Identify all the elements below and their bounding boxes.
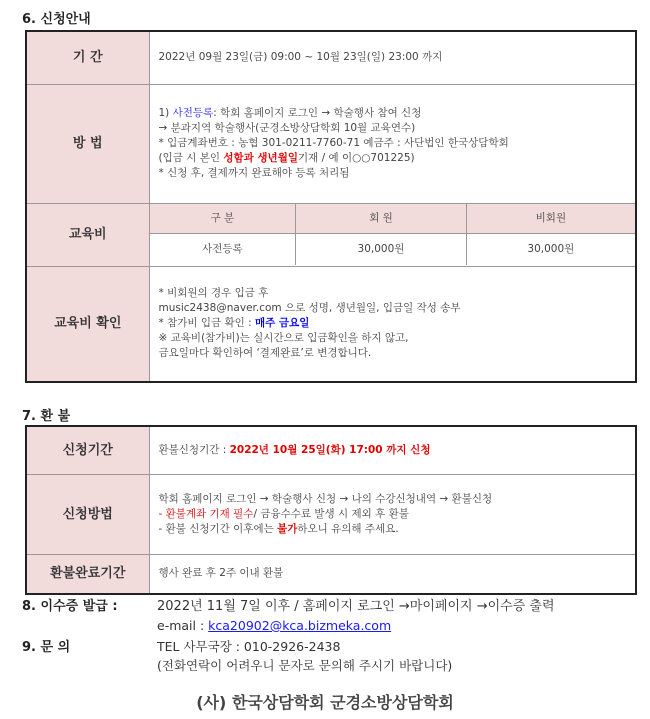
method-line-1-prefix: 1) <box>158 107 173 119</box>
fee-table-header-row <box>150 204 636 233</box>
fee-check-content <box>149 266 636 382</box>
refund-info-table <box>25 425 637 595</box>
method-line-2: → 분과지역 학술행사(군경소방상담학회 10월 교육연수) <box>158 122 416 134</box>
fee-member-value: 30,000원 <box>296 233 467 265</box>
fee-nonmember-value: 30,000원 <box>466 233 635 265</box>
method-row <box>26 84 636 203</box>
refund-method-line-3 <box>159 522 636 537</box>
fee-check-row <box>26 266 636 382</box>
refund-apply-period-content <box>149 426 636 474</box>
refund-period-prefix: 환불신청기간 : <box>158 443 230 456</box>
refund-method-content <box>149 474 636 554</box>
refund-method-row <box>26 474 636 554</box>
refund-method-line-2 <box>159 507 636 522</box>
every-friday-highlight: 매주 금요일 <box>254 317 310 330</box>
fee-check-line-3-prefix: * 참가비 입금 확인 : <box>158 317 255 330</box>
name-birth-highlight: 성함과 생년월일 <box>223 152 298 164</box>
section-6-title: 6. 신청안내 <box>22 12 91 27</box>
fee-check-line-2: music2438@naver.com 으로 성명, 생년월일, 입금일 작성 송부 <box>158 302 461 315</box>
refund-complete-header: 환불완료기간 <box>26 554 149 594</box>
fee-row <box>26 203 636 266</box>
refund-account-highlight: - 환불계좌 기재 필수 <box>158 507 254 520</box>
refund-apply-period-header: 신청기간 <box>26 426 149 474</box>
refund-method-line-3-prefix: - 환불 신청기간 이후에는 <box>158 522 278 535</box>
inquiry-section <box>22 618 632 678</box>
fee-check-line-1: * 비회원의 경우 입금 후 <box>158 287 269 300</box>
refund-complete-row <box>26 554 636 594</box>
refund-deadline-highlight: 2022년 10월 25일(화) 17:00 까지 신청 <box>229 443 431 456</box>
fee-cell <box>149 203 636 266</box>
method-line-3: * 입금계좌번호 : 농협 301-0211-7760-71 예금주 : 사단법인 한국상담학회 <box>158 137 509 149</box>
method-line-1 <box>159 106 636 121</box>
refund-method-line-2-rest: / 금융수수료 발생 시 제외 후 환불 <box>253 507 409 520</box>
fee-col-nonmember: 비회원 <box>466 204 635 233</box>
period-row <box>26 31 636 84</box>
method-header: 방 법 <box>26 84 149 203</box>
refund-complete-text: 행사 완료 후 2주 이내 환불 <box>149 554 636 594</box>
fee-check-line-4: ※ 교육비(참가비)는 실시간으로 입금확인을 하지 않고, <box>158 332 409 345</box>
refund-method-header: 신청방법 <box>26 474 149 554</box>
not-possible-highlight: 불가 <box>277 522 298 535</box>
method-line-5: * 신청 후, 결제까지 완료해야 등록 처리됨 <box>158 167 350 179</box>
fee-header: 교육비 <box>26 203 149 266</box>
email-prefix: e-mail : <box>157 618 209 633</box>
fee-check-header: 교육비 확인 <box>26 266 149 382</box>
email-link[interactable]: kca20902@kca.bizmeka.com <box>208 618 392 633</box>
refund-method-line-3-rest: 하오니 유의해 주세요. <box>297 522 399 535</box>
certificate-label: 8. 이수증 발급 : <box>22 599 118 614</box>
fee-category-value: 사전등록 <box>150 233 296 265</box>
fee-col-member: 회 원 <box>296 204 467 233</box>
refund-apply-period-row <box>26 426 636 474</box>
certificate-text: 2022년 11월 7일 이후 / 홈페이지 로그인 →마이페이지 →이수증 출력 <box>157 599 555 614</box>
method-line-4-rest: 기재 / 예 이○○701225) <box>297 152 415 164</box>
application-info-table <box>25 30 637 383</box>
method-line-1-rest: : 학회 홈페이지 로그인 → 학술행사 참여 신청 <box>213 107 422 119</box>
refund-method-line-1: 학회 홈페이지 로그인 → 학술행사 신청 → 나의 수강신청내역 → 환불신청 <box>158 492 493 505</box>
organization-footer: (사) 한국상담학회 군경소방상담학회 <box>196 693 454 712</box>
period-text: 2022년 09월 23일(금) 09:00 ~ 10월 23일(일) 23:00 까지 <box>149 31 636 84</box>
pre-registration-highlight: 사전등록 <box>172 107 214 119</box>
fee-table-row <box>150 233 636 265</box>
inquiry-tel: TEL 사무국장 : 010-2926-2438 <box>157 639 341 654</box>
method-line-4 <box>159 151 636 166</box>
inquiry-email-row <box>157 618 391 633</box>
section-7-title: 7. 환 불 <box>22 409 71 424</box>
method-content <box>149 84 636 203</box>
fee-col-category: 구 분 <box>150 204 296 233</box>
method-line-4-prefix: (입금 시 본인 <box>158 152 224 164</box>
inquiry-note: (전화연락이 어려우니 문자로 문의해 주시기 바랍니다) <box>157 658 453 673</box>
fee-check-line-3 <box>159 316 636 331</box>
inquiry-label: 9. 문 의 <box>22 640 71 655</box>
fee-table <box>150 204 636 265</box>
fee-check-line-5: 금요일마다 확인하여 ‘결제완료’로 변경합니다. <box>158 347 372 360</box>
period-header: 기 간 <box>26 31 149 84</box>
